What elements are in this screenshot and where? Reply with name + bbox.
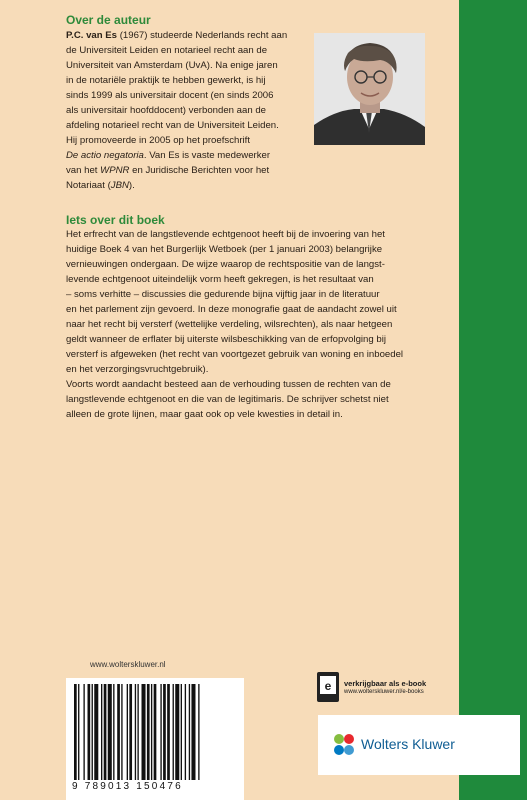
barcode-bar: [198, 684, 199, 780]
book-description-line: en het parlement zijn gevoerd. In deze monografie gaat de aandacht zowel uit: [66, 304, 397, 315]
barcode-bar: [117, 684, 120, 780]
barcode-bar: [160, 684, 161, 780]
barcode-bar: [135, 684, 136, 780]
book-description: [66, 227, 456, 422]
book-description-line: Voorts wordt aandacht besteed aan de verhouding tussen de rechten van de: [66, 379, 391, 390]
barcode-bar: [108, 684, 112, 780]
book-description-line: geldt wanneer de erflater bij uiterste wilsbeschikking van de erfopvolging bij: [66, 334, 386, 345]
barcode-bar: [173, 684, 174, 780]
author-photo: [314, 33, 425, 145]
barcode-bar: [113, 684, 114, 780]
barcode-bar: [83, 684, 84, 780]
author-bio-line: van het WPNR en Juridische Berichten voor het: [66, 165, 270, 176]
publisher-block: [318, 715, 520, 775]
author-bio-line: sinds 1999 als universitair docent (en sinds 2006: [66, 90, 274, 101]
barcode-bar: [154, 684, 157, 780]
barcode-bar: [78, 684, 79, 780]
book-heading: Iets over dit boek: [66, 213, 165, 227]
barcode-bar: [142, 684, 146, 780]
barcode-bar: [74, 684, 77, 780]
author-bio-line: Universiteit van Amsterdam (UvA). Na enige jaren: [66, 60, 278, 71]
barcode-bar: [191, 684, 195, 780]
barcode-bar: [189, 684, 190, 780]
author-bio-line: de Universiteit Leiden en notarieel recht aan de: [66, 45, 268, 56]
barcode-bar: [181, 684, 182, 780]
barcode-bar: [129, 684, 132, 780]
barcode-bar: [137, 684, 138, 780]
book-description-line: Het erfrecht van de langstlevende echtgenoot heeft bij de invoering van het: [66, 229, 385, 240]
author-portrait-icon: [314, 33, 425, 145]
barcode-bar: [175, 684, 179, 780]
barcode-bar: [151, 684, 152, 780]
ebook-notice[interactable]: [317, 670, 457, 704]
barcode-bar: [121, 684, 122, 780]
author-bio-line: in de notariële praktijk te hebben gewerkt, is hij: [66, 75, 266, 86]
book-description-line: huidige Boek 4 van het Burgerlijk Wetboek (per 1 januari 2003) belangrijke: [66, 244, 383, 255]
barcode-bar: [185, 684, 186, 780]
barcode-bar: [167, 684, 170, 780]
wolters-kluwer-logo-icon: [331, 732, 357, 758]
barcode-bar: [94, 684, 98, 780]
book-description-line: – soms verhitte – discussies die gedurende bijna vijftig jaar in de literatuur: [66, 289, 380, 300]
author-bio-line: als universitair hoofddocent) verbonden aan de: [66, 105, 267, 116]
green-spine-stripe: [459, 0, 527, 800]
book-description-line: langstlevende echtgenoot en die van de legitimaris. De schrijver schetst niet: [66, 394, 389, 405]
ebook-icon: [317, 672, 339, 702]
barcode-bar: [101, 684, 102, 780]
website-url[interactable]: www.wolterskluwer.nl: [90, 660, 166, 669]
book-description-line: versterf is afgeweken (het recht van voortgezet gebruik van woning en inboedel: [66, 349, 404, 360]
book-description-line: en het verzorgingsvruchtgebruik).: [66, 364, 209, 375]
book-description-line: levende echtgenoot uiteindelijk vorm heeft gekregen, is het resultaat van: [66, 274, 374, 285]
svg-text:e: e: [324, 679, 332, 693]
author-bio: [66, 28, 311, 193]
book-description-line: vernieuwingen ondergaan. De wijze waarop de rechtspositie van de langst-: [66, 259, 385, 270]
book-description-line: alleen de grote lijnen, maar gaat ook op vele kwesties in detail in.: [66, 409, 343, 420]
author-bio-line: P.C. van Es (1967) studeerde Nederlands recht aan: [66, 30, 288, 41]
ebook-label: verkrijgbaar als e-book: [344, 679, 427, 688]
isbn-number: 9 789013 150476: [72, 781, 183, 792]
author-bio-line: De actio negatoria. Van Es is vaste medewerker: [66, 150, 271, 161]
publisher-name: Wolters Kluwer: [361, 736, 455, 752]
author-heading: Over de auteur: [66, 13, 151, 27]
book-description-line: naar het recht bij versterf (wettelijke verdeling, wilsrechten), als naar hetgeen: [66, 319, 393, 330]
author-bio-line: Hij promoveerde in 2005 op het proefschrift: [66, 135, 250, 146]
barcode-bars-icon: [74, 684, 234, 780]
barcode-bar: [88, 684, 91, 780]
barcode-bar: [104, 684, 107, 780]
barcode-bar: [163, 684, 166, 780]
barcode: [66, 678, 244, 800]
ebook-url: www.wolterskluwer.nl/e-books: [344, 689, 424, 695]
author-bio-line: Notariaat (JBN).: [66, 180, 135, 191]
author-bio-line: afdeling notarieel recht van de Universiteit Leiden.: [66, 120, 279, 131]
barcode-bar: [147, 684, 150, 780]
barcode-bar: [92, 684, 93, 780]
barcode-bar: [127, 684, 128, 780]
